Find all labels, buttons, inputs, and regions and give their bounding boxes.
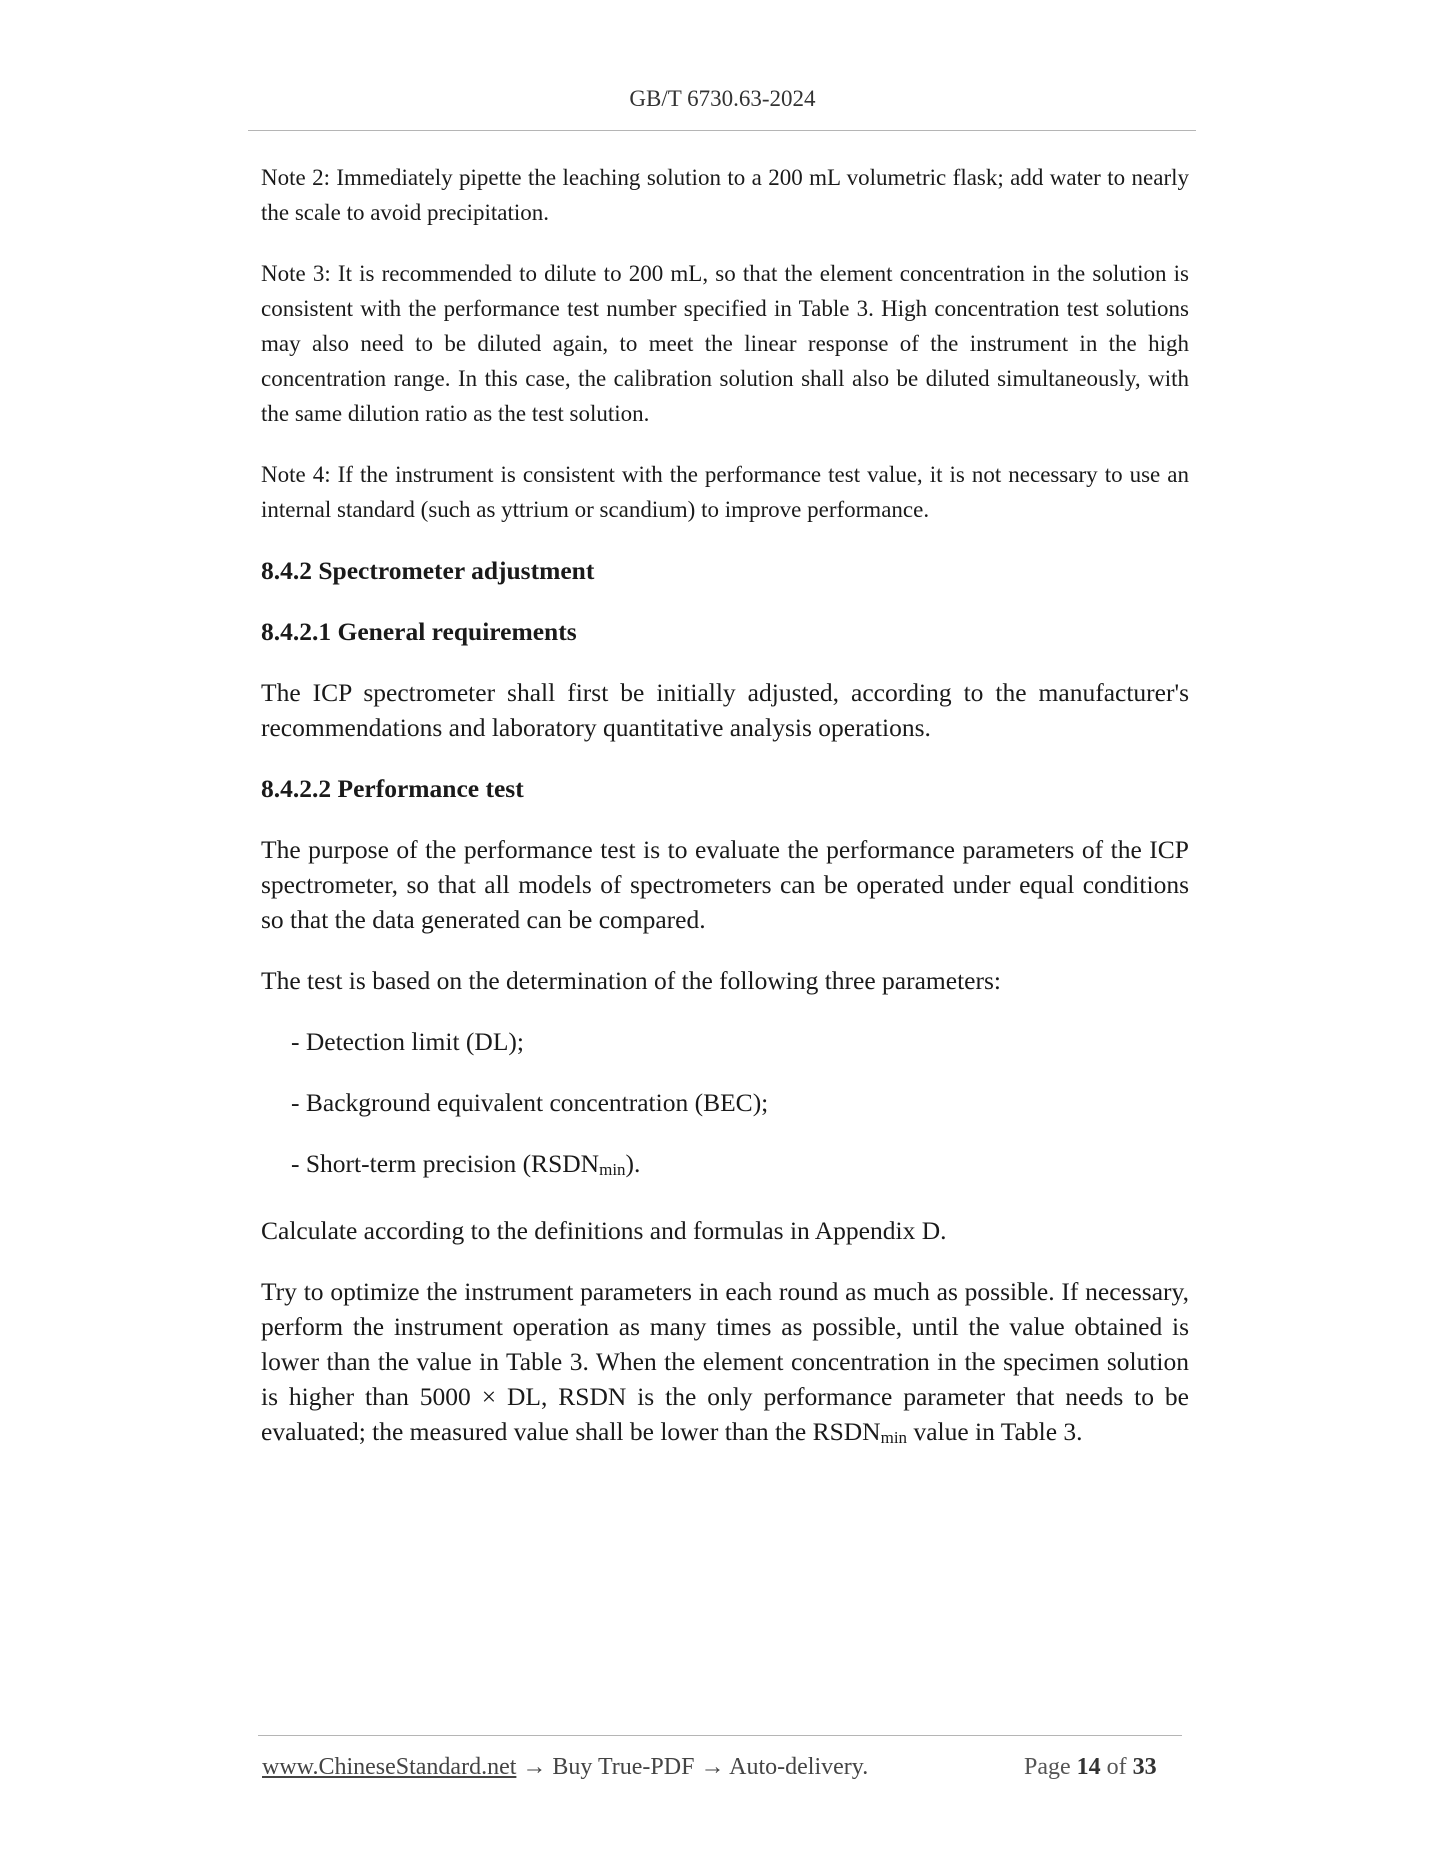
header-divider <box>248 130 1196 131</box>
rsdn-min-subscript: min <box>599 1160 626 1179</box>
bullet-detection-limit: - Detection limit (DL); <box>291 1027 524 1056</box>
section-heading-8-4-2-2: 8.4.2.2 Performance test <box>261 774 524 803</box>
bullet-short-term-precision <box>291 1146 1189 1187</box>
rsdn-min-subscript-2: min <box>880 1428 908 1447</box>
page-header: GB/T 6730.63-2024 <box>629 86 816 111</box>
appendix-reference-paragraph: Calculate according to the definitions and formulas in Appendix D. <box>261 1216 947 1245</box>
page-content <box>261 160 1189 1481</box>
page-number <box>1024 1754 1157 1781</box>
performance-purpose-paragraph: The purpose of the performance test is to evaluate the performance parameters of the ICP spectrometer, so that all models of spectrometers can be operated under equal conditions so that the data generated can be compared. <box>261 835 1189 934</box>
bullet-short-term-precision-suffix: ). <box>625 1149 641 1178</box>
page-current: 14 <box>1076 1754 1101 1780</box>
note-3: Note 3: It is recommended to dilute to 200 mL, so that the element concentration in the solution is consistent with the performance test number specified in Table 3. High concentration test solutions may also need to be diluted again, to meet the linear response of the instrument in the high concentration range. In this case, the calibration solution shall also be diluted simultaneously, with the same dilution ratio as the test solution. <box>261 261 1189 426</box>
parameters-intro-paragraph: The test is based on the determination of the following three parameters: <box>261 966 1001 995</box>
footer-divider <box>258 1735 1182 1736</box>
note-2: Note 2: Immediately pipette the leaching solution to a 200 mL volumetric flask; add water to nearly the scale to avoid precipitation. <box>261 165 1189 225</box>
buy-true-pdf-text: Buy True-PDF <box>552 1754 695 1780</box>
general-requirements-paragraph: The ICP spectrometer shall first be initially adjusted, according to the manufacturer's recommendations and laboratory quantitative analysis operations. <box>261 678 1189 742</box>
footer-promo <box>262 1754 868 1781</box>
section-heading-8-4-2-1: 8.4.2.1 General requirements <box>261 617 577 646</box>
page-total: 33 <box>1132 1754 1157 1780</box>
optimization-paragraph-end: value in Table 3. <box>907 1417 1083 1446</box>
optimization-paragraph-text: Try to optimize the instrument parameters in each round as much as possible. If necessary, perform the instrument operation as many times as possible, until the value obtained is lower than the value in Table 3. When the element concentration in the specimen solution is higher than 5000 × DL, RSDN is the only performance parameter that needs to be evaluated; the measured value shall be lower than the RSDN <box>261 1277 1189 1446</box>
arrow-icon: → <box>516 1754 553 1780</box>
bullet-background-equivalent: - Background equivalent concentration (BEC); <box>291 1088 769 1117</box>
chinesestandard-link[interactable]: www.ChineseStandard.net <box>262 1754 517 1780</box>
bullet-short-term-precision-text: - Short-term precision (RSDN <box>291 1149 600 1178</box>
section-heading-8-4-2: 8.4.2 Spectrometer adjustment <box>261 556 595 585</box>
optimization-paragraph <box>261 1274 1189 1455</box>
arrow-icon: → <box>694 1754 730 1780</box>
auto-delivery-text: Auto-delivery. <box>729 1754 869 1780</box>
page-of-label: of <box>1106 1754 1127 1780</box>
note-4: Note 4: If the instrument is consistent with the performance test value, it is not necessary to use an internal standard (such as yttrium or scandium) to improve performance. <box>261 462 1189 522</box>
page-label: Page <box>1024 1754 1071 1780</box>
